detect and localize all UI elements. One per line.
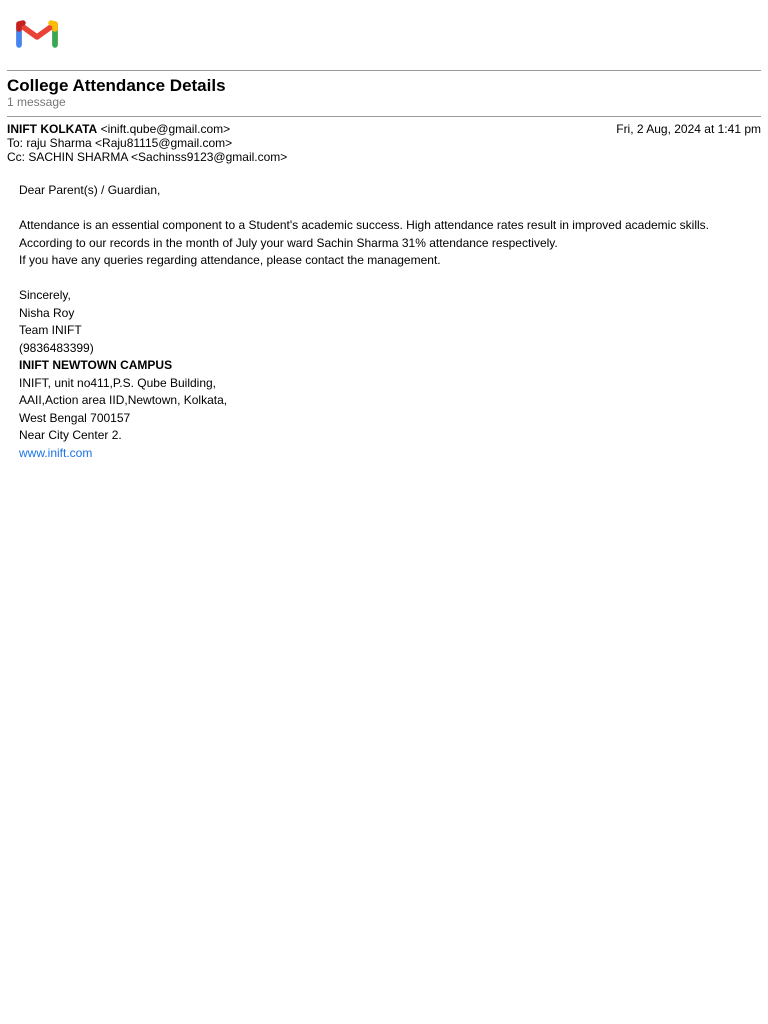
cc-line: Cc: SACHIN SHARMA <Sachinss9123@gmail.com>: [7, 150, 288, 164]
gmail-logo-icon: [16, 18, 58, 48]
address-line: West Bengal 700157: [19, 410, 131, 425]
email-headers: [7, 122, 761, 164]
greeting: Dear Parent(s) / Guardian,: [19, 183, 161, 197]
body-line: If you have any queries regarding attendance, please contact the management.: [19, 253, 441, 267]
body-line: According to our records in the month of July your ward Sachin Sharma 31% attendance respectively.: [19, 235, 558, 250]
message-count: 1 message: [7, 95, 66, 109]
signature-campus: INIFT NEWTOWN CAMPUS: [19, 358, 173, 372]
address-line: AAII,Action area IID,Newtown, Kolkata,: [19, 393, 228, 407]
email-subject: College Attendance Details: [7, 76, 226, 95]
signature-closing: Sincerely,: [19, 288, 71, 302]
to-line: To: raju Sharma <Raju81115@gmail.com>: [7, 136, 233, 150]
subject-divider: [7, 116, 761, 117]
signature-name: Nisha Roy: [19, 305, 75, 320]
header-divider: [7, 70, 761, 71]
email-date: Fri, 2 Aug, 2024 at 1:41 pm: [616, 122, 761, 136]
sender-address[interactable]: <inift.qube@gmail.com>: [100, 122, 231, 136]
body-line: Attendance is an essential component to a Student's academic success. High attendance rates result in improved academic skills.: [19, 218, 709, 232]
signature-team: Team INIFT: [19, 323, 82, 337]
sender-name: INIFT KOLKATA: [7, 122, 98, 136]
signature-phone: (9836483399): [19, 340, 94, 355]
email-body: [19, 182, 754, 462]
website-link[interactable]: www.inift.com: [19, 445, 93, 460]
address-line: INIFT, unit no411,P.S. Qube Building,: [19, 375, 217, 390]
address-line: Near City Center 2.: [19, 428, 122, 442]
